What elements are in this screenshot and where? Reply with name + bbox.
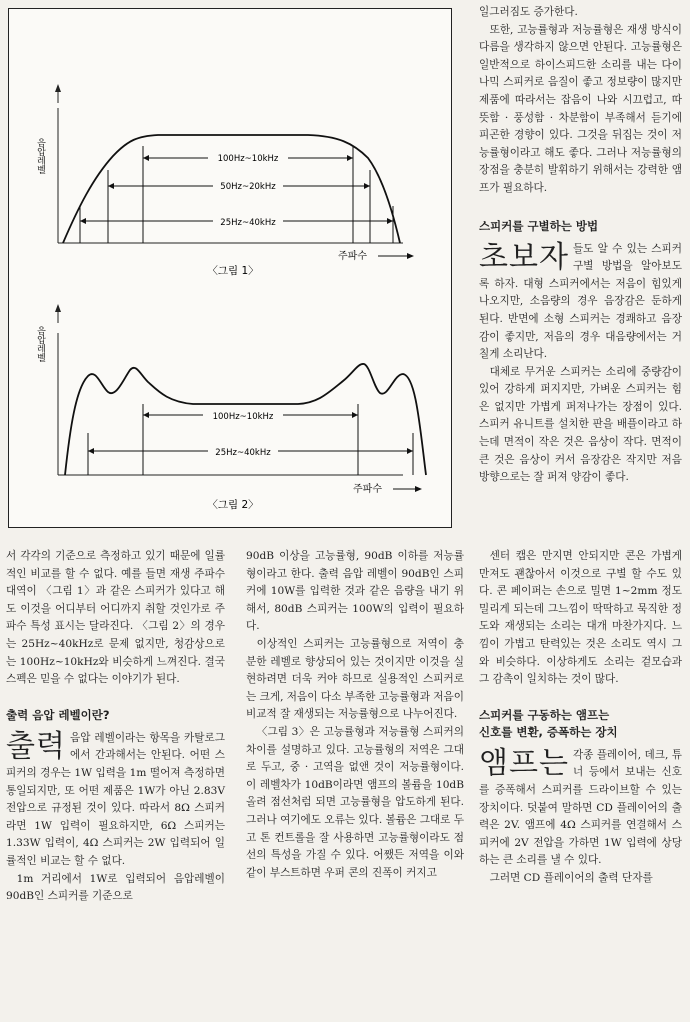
bottom-middle-column	[246, 548, 464, 882]
left-section-body	[6, 730, 225, 871]
middle-paragraph-2: 이상적인 스피커는 고능률형으로 저역이 충분한 레벨로 향상되어 있는 것이지만 이것을 실현하려면 더욱 커야 하므로 실용적인 스피커로는 크게, 저음이 다소 부족한 고능률형과 저음이 비교적 잘 재생되는 저능률형으로 나누어진다.	[246, 637, 465, 721]
right-paragraph-3: 대체로 무거운 스피커는 소리에 중량감이 있어 강하게 퍼지지만, 가벼운 스피커는 힘은 없지만 가볍게 퍼져나가는 장점이 있다. 스피커 유니트를 설치한 판을 배플이라고 하는데 면적이 작은 것은 음상이 작다. 면적이 큰 것은 음상이 커서 음장감은 작지만 저음 방향으로는 잘 퍼져 양감이 좋다.	[479, 365, 682, 484]
amp-section-body	[479, 747, 682, 870]
fig1-ylabel: 음압레벨	[35, 138, 45, 174]
fig1-caption: 〈그림 1〉	[207, 265, 259, 277]
fig2-xlabel: 주파수	[353, 484, 382, 495]
right-bottom-paragraph-1: 센터 캡은 만지면 안되지만 콘은 가볍게 만져도 괜찮아서 이것으로 구별 할 수도 있다. 콘 페이퍼는 손으로 밀면 1~2mm 정도 밀리게 되는데 그느낌이 딱딱하고 묵직한 정도와 재생되는 소리는 대개 마찬가지다. 느낌이 가볍고 탄력있는 것은 소리도 역시 그와 비슷하다. 이상하게도 소리는 겉모습과 그 감촉이 일치하는 것이 많다.	[479, 550, 682, 686]
heading-amp-line1: 스피커를 구동하는 앰프는	[479, 707, 610, 722]
right-column	[479, 4, 682, 487]
right-bottom-paragraph-2: 각종 플레이어, 데크, 튜너 등에서 보내는 신호를 증폭해서 스피커를 드라이브할 수 있는 장치이다. 덧붙여 말하면 CD 플레이어의 출력은 2V. 앰프에 4Ω 스피커를 연결해서 스피커에 2V 전압을 가하면 1W 입력에 상당하는 큰 소리를 낼 수 있다.	[479, 748, 682, 867]
heading-speaker-distinguish: 스피커를 구별하는 방법	[479, 218, 599, 233]
figures-panel	[8, 8, 452, 528]
fig2-range-2-label: 25Hz~40kHz	[215, 448, 271, 458]
left-paragraph-2: 음압 레벨이라는 항목을 카탈로그에서 간과해서는 안된다. 어떤 스피커의 경우는 1W 입력을 1m 떨어져 측정하면 통일되지만, 또 어떤 제품은 1W가 아닌 2.83V 전압으로 규정된 것이 있다. 따라서 8Ω 스피커라면 1W 입력이 필요하지만, 6Ω 스피커는 1.33W 입력이, 4Ω 스피커는 2W 입력되어 일률적인 비교는 할 수 없다.	[6, 731, 225, 867]
fig1-range-2-label: 50Hz~20kHz	[220, 182, 276, 192]
fig2-ylabel: 음압레벨	[35, 326, 45, 362]
frequency-response-figures	[8, 8, 452, 528]
fig1-range-3-label: 25Hz~40kHz	[220, 218, 276, 228]
fig1-range-1-label: 100Hz~10kHz	[217, 154, 279, 164]
middle-paragraph-3: 〈그림 3〉은 고능률형과 저능률형 스피커의 차이를 설명하고 있다. 고능률형의 저역은 그대로 두고, 중 · 고역을 없앤 것이 저능률형이다. 이 레벨차가 10dB이라면 앰프의 볼륨을 10dB 올려 점선처럼 되면 고능률형을 압도하게 된다. 그러나 여기에도 오류는 있다. 볼륨은 그대로 두고 톤 컨트롤을 잘 사용하면 고능률형이라도 점선의 특성을 가질 수 있다. 어쨌든 저역을 이와 같이 부스트하면 우퍼 콘의 진폭이 커지고	[246, 725, 465, 879]
right-paragraph-1: 또한, 고능률형과 저능률형은 재생 방식이 다름을 생각하지 않으면 안된다. 고능률형은 일반적으로 하이스피드한 소리를 내는 다이나믹 스피커로 음질이 좋고 정보량이 많지만 제품에 따라서는 잡음이 나와 시끄럽고, 따뜻함 · 풍성함 · 차분함이 부족해서 듣기에 피곤한 경향이 있다. 그것을 뒤집는 것이 저능률형이라고 해도 좋다. 그러나 저능률형의 장점을 충분히 발휘하기 위해서는 강력한 앰프가 필요하다.	[479, 23, 682, 194]
heading-output-level: 출력 음압 레벨이란?	[6, 707, 110, 722]
left-paragraph-3: 1m 거리에서 1W로 입력되어 음압레벨이 90dB인 스피커를 기준으로	[6, 872, 225, 903]
fig2-range-1-label: 100Hz~10kHz	[212, 412, 274, 422]
dropcap-output: 출력	[6, 728, 66, 764]
heading-amp-line2: 신호를 변환, 증폭하는 장치	[479, 724, 618, 739]
right-paragraph-2: 들도 알 수 있는 스피커 구별 방법을 알아보도록 하자. 대형 스피커에서는 저음이 힘있게 나오지만, 소음량의 경우 음장감은 둔하게 된다. 반면에 소형 스피커는 경쾌하고 음장감이 좋지만, 저음의 경우 대음량에서는 거칠게 소리난다.	[479, 242, 682, 361]
right-paragraph-0: 일그러짐도 증가한다.	[479, 6, 578, 18]
middle-paragraph-1: 90dB 이상을 고능률형, 90dB 이하를 저능률형이라고 한다. 출력 음압 레벨이 90dB인 스피커에 10W를 입력한 것과 같은 음량을 내기 위해서, 80dB 스피커는 100W의 입력이 필요하다.	[246, 550, 464, 633]
dropcap-beginner: 초보자	[479, 239, 569, 275]
left-paragraph-1: 서 각각의 기준으로 측정하고 있기 때문에 일률적인 비교를 할 수 없다. 예를 들면 재생 주파수 대역이 〈그림 1〉과 같은 스피커가 있다고 해도 이것을 어디부터 어디까지 취할 것인가로 주파수 특성 표시는 달라진다. 〈그림 2〉의 경우는 25Hz~40kHz로 문제 없지만, 청감상으로는 100Hz~10kHz와 비슷하게 느껴진다. 결국 스펙은 믿을 수 없다는 이야기가 된다.	[6, 550, 225, 686]
fig1-xlabel: 주파수	[338, 251, 367, 262]
right-section-body	[479, 241, 682, 364]
fig2-caption: 〈그림 2〉	[207, 499, 259, 511]
right-bottom-paragraph-3: 그러면 CD 플레이어의 출력 단자를	[489, 871, 653, 884]
bottom-right-column	[479, 548, 682, 888]
dropcap-amp: 앰프는	[479, 745, 569, 781]
bottom-left-column	[6, 548, 225, 906]
